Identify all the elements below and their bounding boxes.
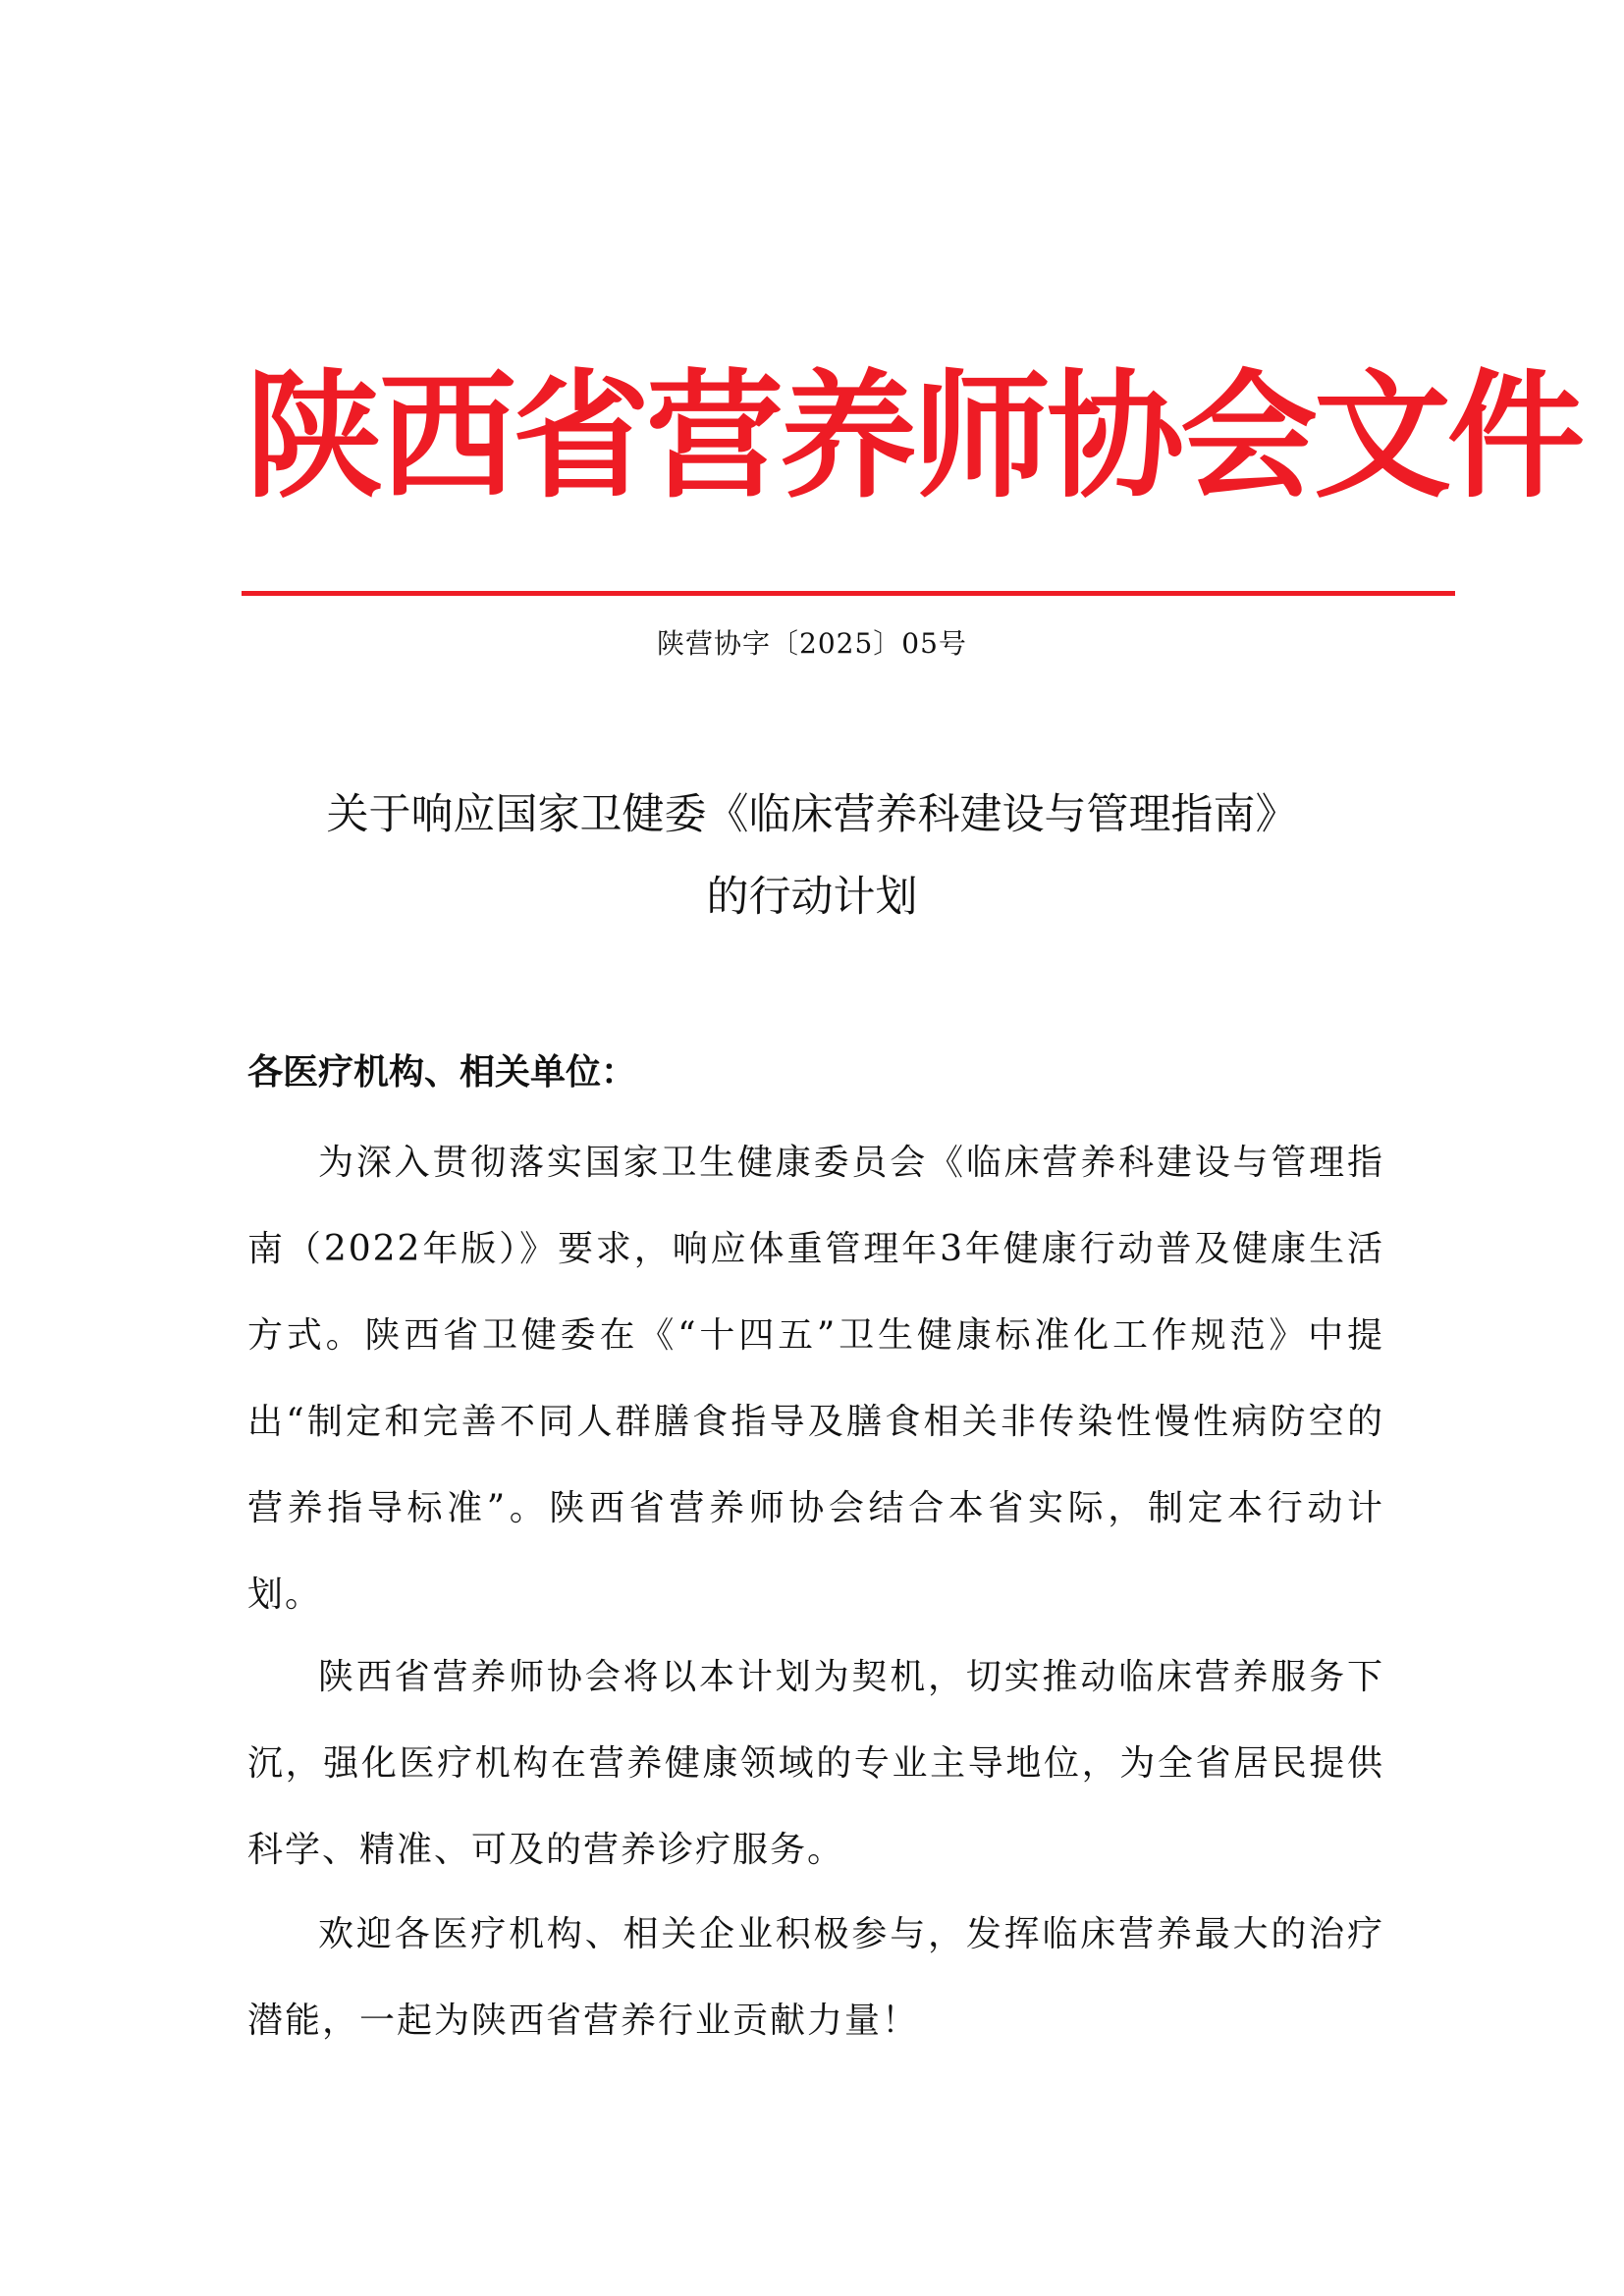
body-paragraph-text: 为深入贯彻落实国家卫生健康委员会《临床营养科建设与管理指南（2022年版）》要求，响应体重管理年3年健康行动普及健康生活方式。陕西省卫健委在《“十四五”卫生健康标准化工作规范》中提出“制定和完善不同人群膳食指导及膳食相关非传染性慢性病防空的营养指导标准”。陕西省营养师协会结合本省实际，制定本行动计划。: [247, 1143, 1384, 1615]
body-paragraph-2: [247, 1634, 1384, 1894]
body-paragraph-text: 欢迎各医疗机构、相关企业积极参与，发挥临床营养最大的治疗潜能，一起为陕西省营养行业贡献力量！: [247, 1914, 1384, 2041]
issuing-organization-title: 陕西省营养师协会文件: [245, 356, 1582, 517]
document-title-line-2: 的行动计划: [706, 873, 918, 922]
salutation: 各医疗机构、相关单位：: [247, 1051, 637, 1093]
body-paragraph-text: 陕西省营养师协会将以本计划为契机，切实推动临床营养服务下沉，强化医疗机构在营养健康领域的专业主导地位，为全省居民提供科学、精准、可及的营养诊疗服务。: [247, 1657, 1384, 1870]
document-title: [196, 774, 1428, 938]
document-title-line-1: 关于响应国家卫健委《临床营养科建设与管理指南》: [326, 790, 1298, 839]
red-divider-rule: [242, 591, 1455, 596]
document-number: 陕营协字〔2025〕05号: [657, 627, 967, 660]
body-paragraph-1: [247, 1120, 1384, 1638]
body-paragraph-3: [247, 1892, 1384, 2064]
